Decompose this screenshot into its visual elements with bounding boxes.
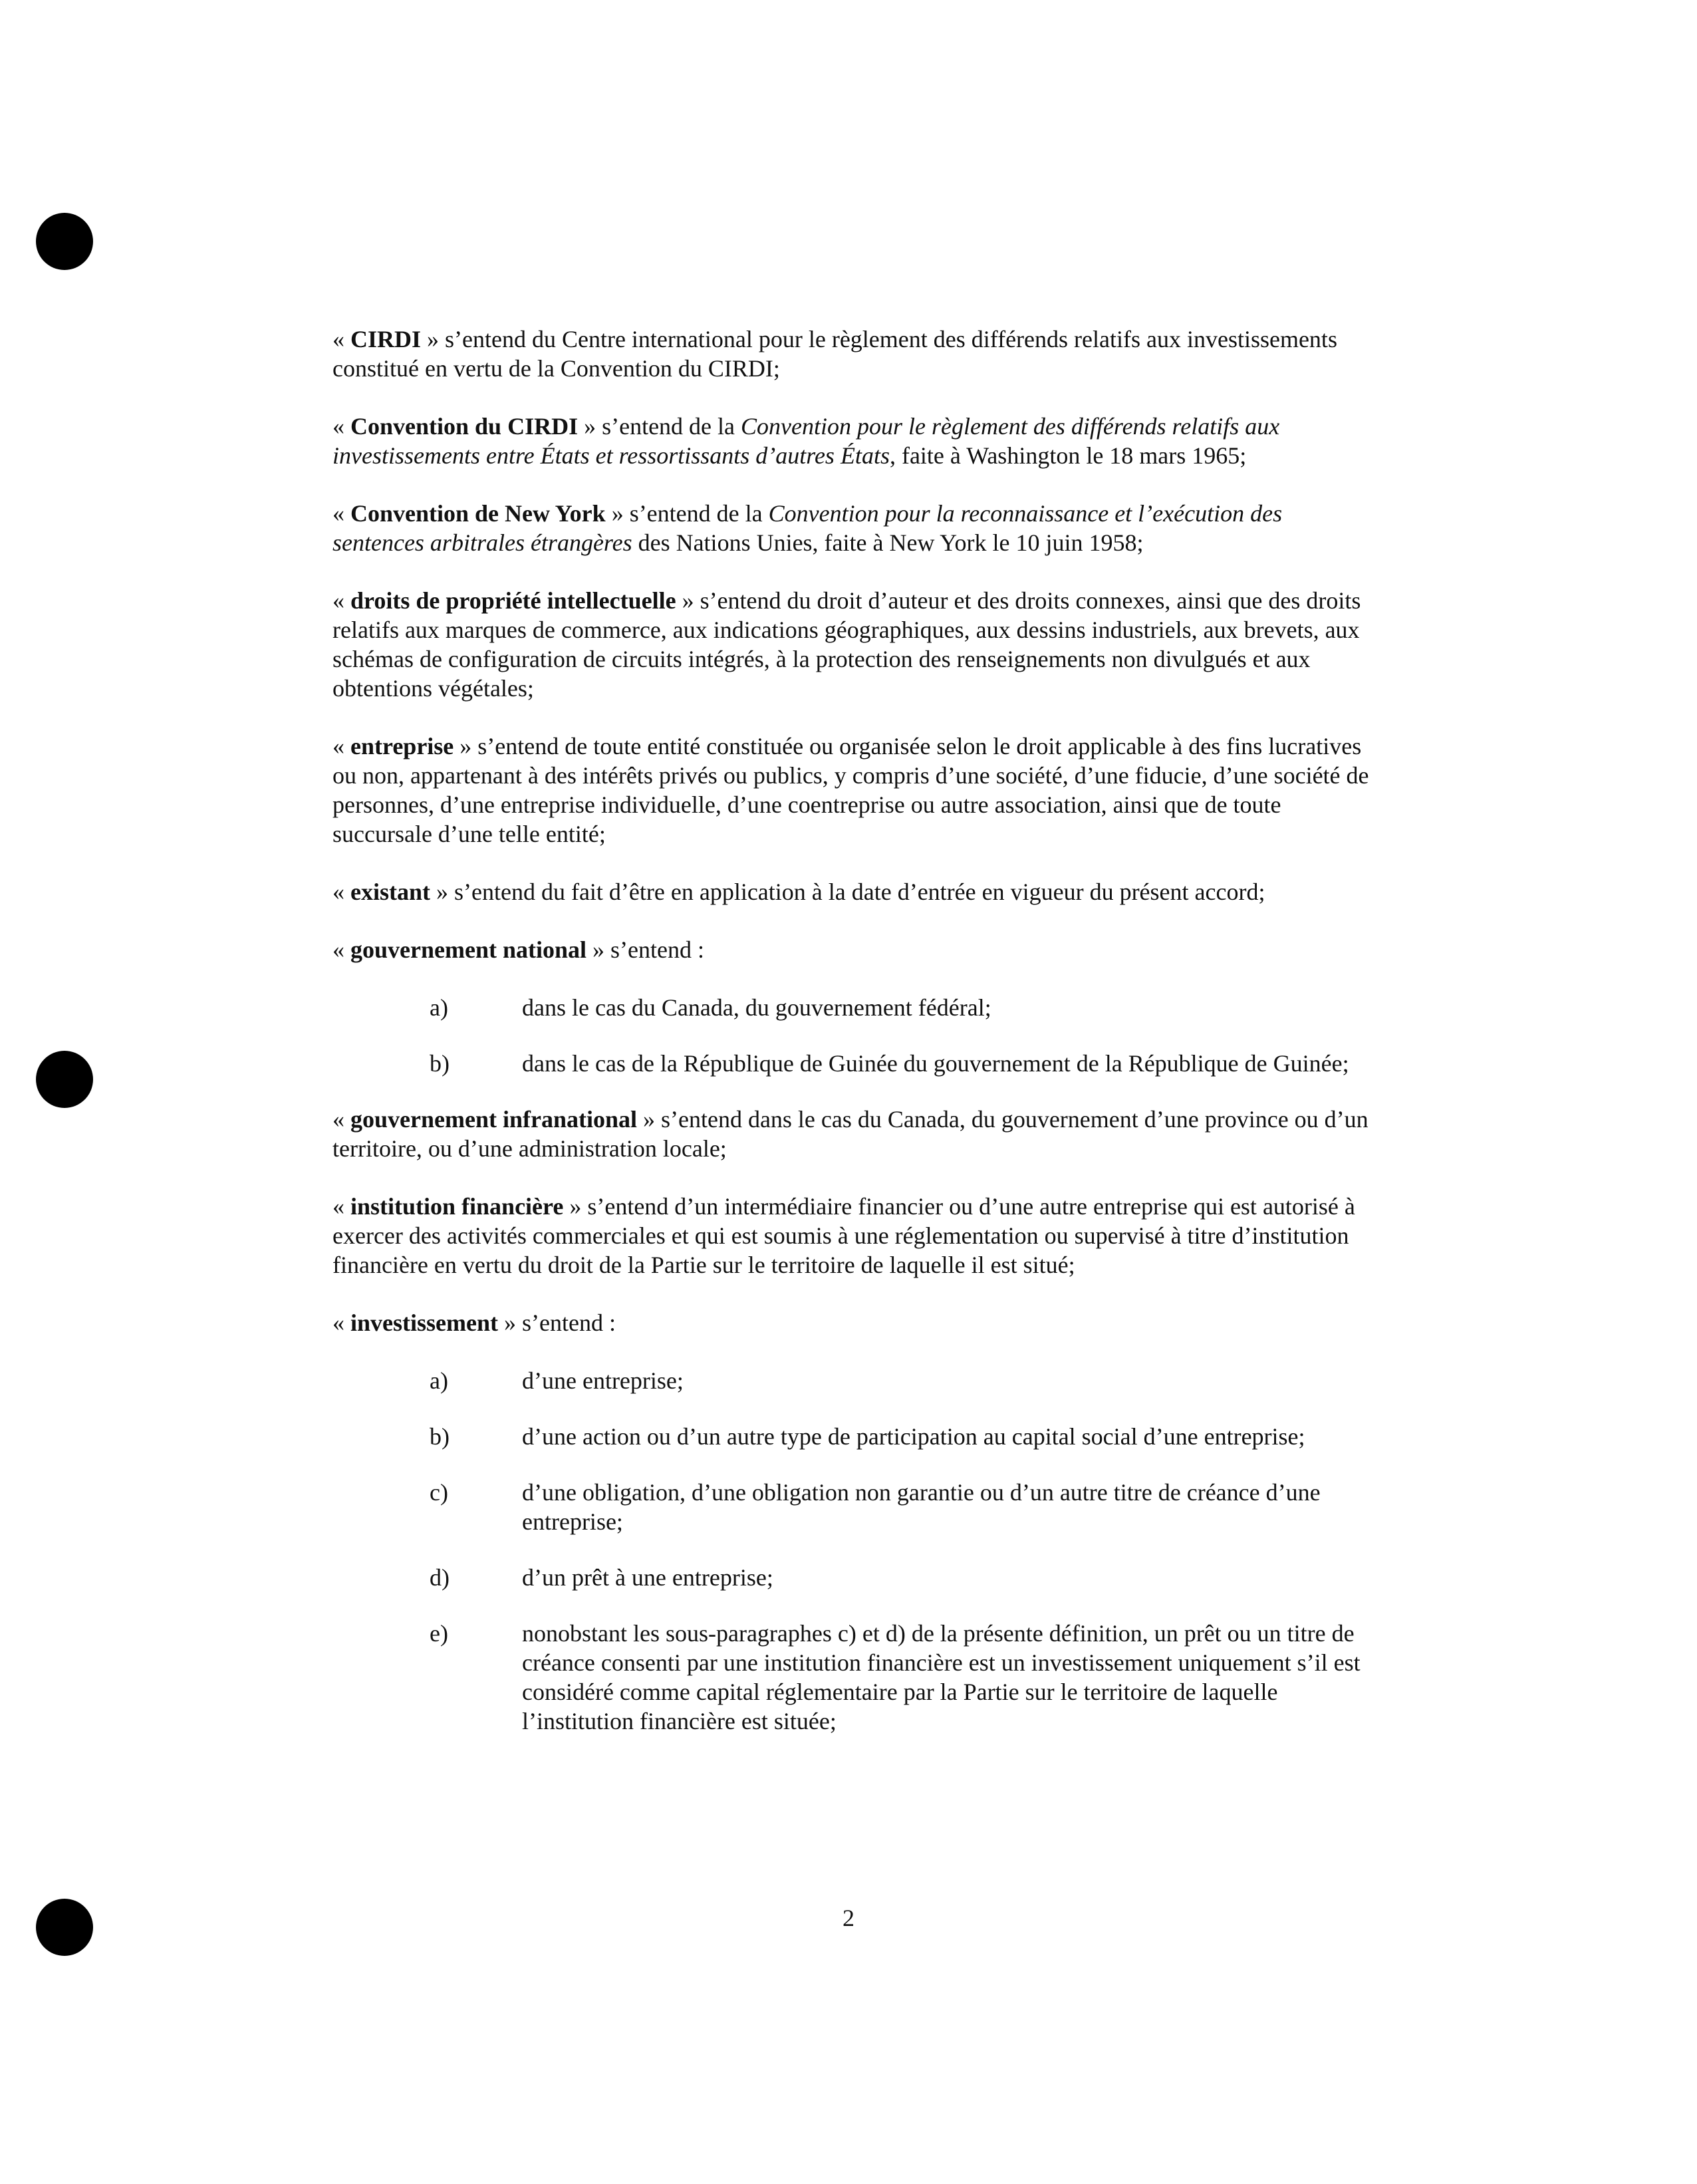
close-quote: » [605,500,630,527]
definition-text: s’entend dans le cas du Canada, du gouvernement d’une province ou d’un territoire, ou d’une administration locale; [332,1106,1369,1162]
close-quote: » [421,326,446,352]
definition-investissement [332,1308,1370,1337]
close-quote: » [497,1309,522,1336]
defined-term: investissement [350,1309,498,1336]
defined-term: gouvernement infranational [350,1106,637,1133]
convention-title: Convention pour le règlement des différends relatifs aux investissements entre États et ressortissants d’autres États [332,413,1280,469]
open-quote: « [332,587,350,614]
sub-item [332,1049,1370,1078]
item-text: dans le cas de la République de Guinée du gouvernement de la République de Guinée; [522,1050,1349,1077]
close-quote: » [454,733,478,759]
close-quote: » [636,1106,661,1133]
sub-item [332,1619,1370,1736]
definition-entreprise [332,732,1370,849]
definition-text: s’entend d’un intermédiaire financier ou d’une autre entreprise qui est autorisé à exercer des activités commerciales et qui est soumis à une réglementation ou supervisé à titre d’institution financière en vertu du droit de la Partie sur le territoire de laquelle il est situé; [332,1193,1355,1278]
close-quote: » [578,413,602,440]
definition-droits-propriete-intellectuelle [332,586,1370,703]
definition-cirdi [332,325,1370,383]
definition-text: des Nations Unies, faite à New York le 10 juin 1958; [632,529,1144,556]
item-label: c) [430,1479,448,1506]
definition-existant [332,877,1370,906]
defined-term: CIRDI [350,326,422,352]
close-quote: » [563,1193,588,1220]
item-text: d’une entreprise; [522,1367,684,1394]
convention-title: Convention pour la reconnaissance et l’exécution des sentences arbitrales étrangères [332,500,1283,556]
defined-term: gouvernement national [350,936,587,963]
definition-convention-cirdi [332,412,1370,470]
definition-text: , faite à Washington le 18 mars 1965; [889,442,1247,469]
definitions-list [332,325,1370,1762]
open-quote: « [332,879,350,905]
punch-hole [36,1051,93,1108]
sub-item [332,1422,1370,1451]
open-quote: « [332,1193,350,1220]
open-quote: « [332,413,350,440]
item-label: e) [430,1620,448,1647]
defined-term: Convention du CIRDI [350,413,579,440]
open-quote: « [332,326,350,352]
definition-text: s’entend de toute entité constituée ou organisée selon le droit applicable à des fins lucratives ou non, appartenant à des intérêts privés ou publics, y compris d’une société, d’une fiducie, d’une société de personnes, d’une entreprise individuelle, d’une coentreprise ou autre association, ainsi que de toute succursale d’une telle entité; [332,733,1369,847]
item-text: d’une obligation, d’une obligation non garantie ou d’un autre titre de créance d’une entreprise; [522,1479,1321,1535]
definition-gouvernement-infranational [332,1105,1370,1163]
sub-item [332,1366,1370,1395]
punch-hole [36,213,93,270]
item-text: d’une action ou d’un autre type de participation au capital social d’une entreprise; [522,1423,1305,1450]
item-label: b) [430,1423,450,1450]
open-quote: « [332,500,350,527]
open-quote: « [332,1106,350,1133]
sub-item [332,1478,1370,1536]
definition-text: s’entend : [521,1309,616,1336]
open-quote: « [332,936,350,963]
item-label: d) [430,1564,450,1591]
definition-text: s’entend du Centre international pour le règlement des différends relatifs aux investissements constitué en vertu de la Convention du CIRDI; [332,326,1337,382]
definition-institution-financiere [332,1192,1370,1280]
definition-text: s’entend du droit d’auteur et des droits connexes, ainsi que des droits relatifs aux marques de commerce, aux indications géographiques, aux dessins industriels, aux brevets, aux schémas de configuration de circuits intégrés, à la protection des renseignements non divulgués et aux obtentions végétales; [332,587,1361,702]
close-quote: » [676,587,700,614]
defined-term: entreprise [350,733,454,759]
defined-term: institution financière [350,1193,564,1220]
page-number: 2 [843,1905,854,1931]
item-label: b) [430,1050,450,1077]
close-quote: » [587,936,610,963]
item-text: d’un prêt à une entreprise; [522,1564,773,1591]
definition-text: s’entend du fait d’être en application à la date d’entrée en vigueur du présent accord; [454,879,1265,905]
open-quote: « [332,1309,350,1336]
open-quote: « [332,733,350,759]
definition-gouvernement-national [332,935,1370,964]
defined-term: existant [350,879,430,905]
sub-item [332,1563,1370,1592]
definition-text: s’entend de la [602,413,741,440]
item-label: a) [430,994,448,1021]
defined-term: Convention de New York [350,500,606,527]
item-label: a) [430,1367,448,1394]
definition-text: s’entend : [610,936,704,963]
definition-text: s’entend de la [629,500,769,527]
close-quote: » [430,879,454,905]
sub-item [332,993,1370,1022]
defined-term: droits de propriété intellectuelle [350,587,676,614]
definition-convention-new-york [332,499,1370,557]
item-text: dans le cas du Canada, du gouvernement fédéral; [522,994,991,1021]
item-text: nonobstant les sous-paragraphes c) et d) de la présente définition, un prêt ou un titre de créance consenti par une institution financière est un investissement uniquement s’il est considéré comme capital réglementaire par la Partie sur le territoire de laquelle l’institution financière est située; [522,1620,1361,1734]
